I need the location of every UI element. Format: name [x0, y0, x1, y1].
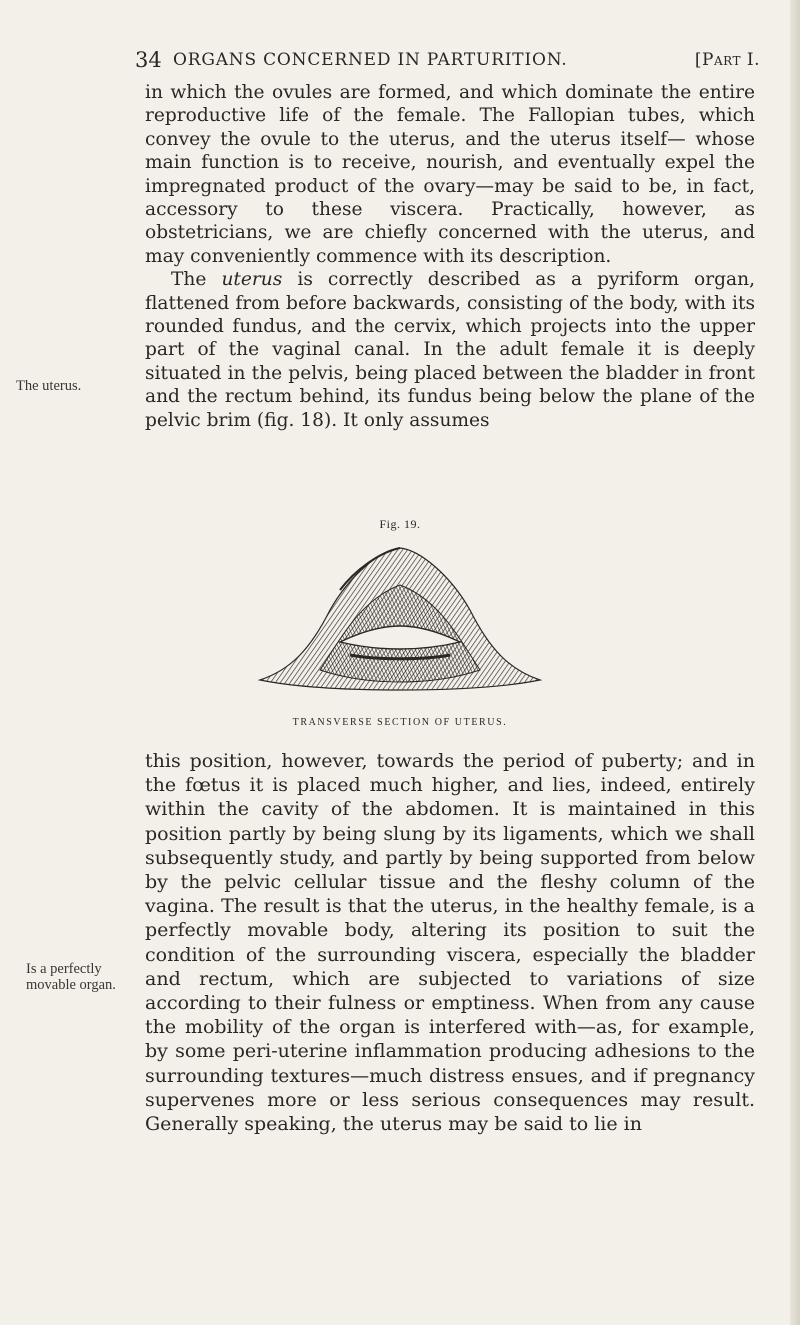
paragraph-2 [145, 268, 755, 432]
paragraph-2-start: The [171, 269, 222, 291]
margin-note-movable: Is a perfectly movable organ. [26, 961, 116, 993]
page-number: 34 [135, 48, 162, 72]
page-edge [790, 0, 800, 1325]
emphasis-uterus: uterus [221, 269, 283, 291]
margin-note-uterus: The uterus. [16, 378, 82, 394]
text-block-2 [145, 749, 755, 1136]
running-title: ORGANS CONCERNED IN PARTURITION. [173, 50, 568, 70]
figure-caption: TRANSVERSE SECTION OF UTERUS. [292, 717, 508, 728]
paragraph-1: in which the ovules are formed, and which dominate the entire reproductive life of the female. The Fallopian tubes, which convey the ovule to the uterus, and the uterus itself— whose main function is to receive, nourish, and eventually expel the impregnated product of the ovary—may be said to be, in fact, accessory to these viscera. Practically, however, as obstetricians, we are chiefly concerned with the uterus, and may conveniently commence with its description. [145, 82, 755, 267]
figure-label: Fig. 19. [379, 517, 421, 531]
paragraph-2-rest: is correctly described as a pyriform organ, flattened from before backwards, consisting of the body, with its rounded fundus, and the cervix, which projects into the upper part of the vaginal canal. In the adult female it is deeply situated in the pelvis, being placed between the bladder in front and the rectum behind, its fundus being below the plane of the pelvic brim (fig. 18). It only assumes [145, 269, 755, 431]
running-header [135, 48, 760, 72]
part-label: [Part I. [694, 50, 760, 70]
paragraph-3: this position, however, towards the period of puberty; and in the fœtus it is placed much higher, and lies, indeed, entirely within the cavity of the abdomen. It is maintained in this position partly by being slung by its ligaments, which we shall subsequently study, and partly by being supported from below by the pelvic cellular tissue and the fleshy column of the vagina. The result is that the uterus, in the healthy female, is a perfectly movable body, altering its position to suit the condition of the surrounding viscera, especially the bladder and rectum, which are subjected to variations of size according to their fulness or emptiness. When from any cause the mobility of the organ is interfered with—as, for example, by some peri-uterine inflammation producing adhesions to the surrounding textures—much distress ensues, and if pregnancy supervenes more or less serious consequences may result. Generally speaking, the uterus may be said to lie in [145, 750, 755, 1136]
uterus-section-illustration [250, 530, 550, 700]
text-block-1 [145, 81, 755, 432]
